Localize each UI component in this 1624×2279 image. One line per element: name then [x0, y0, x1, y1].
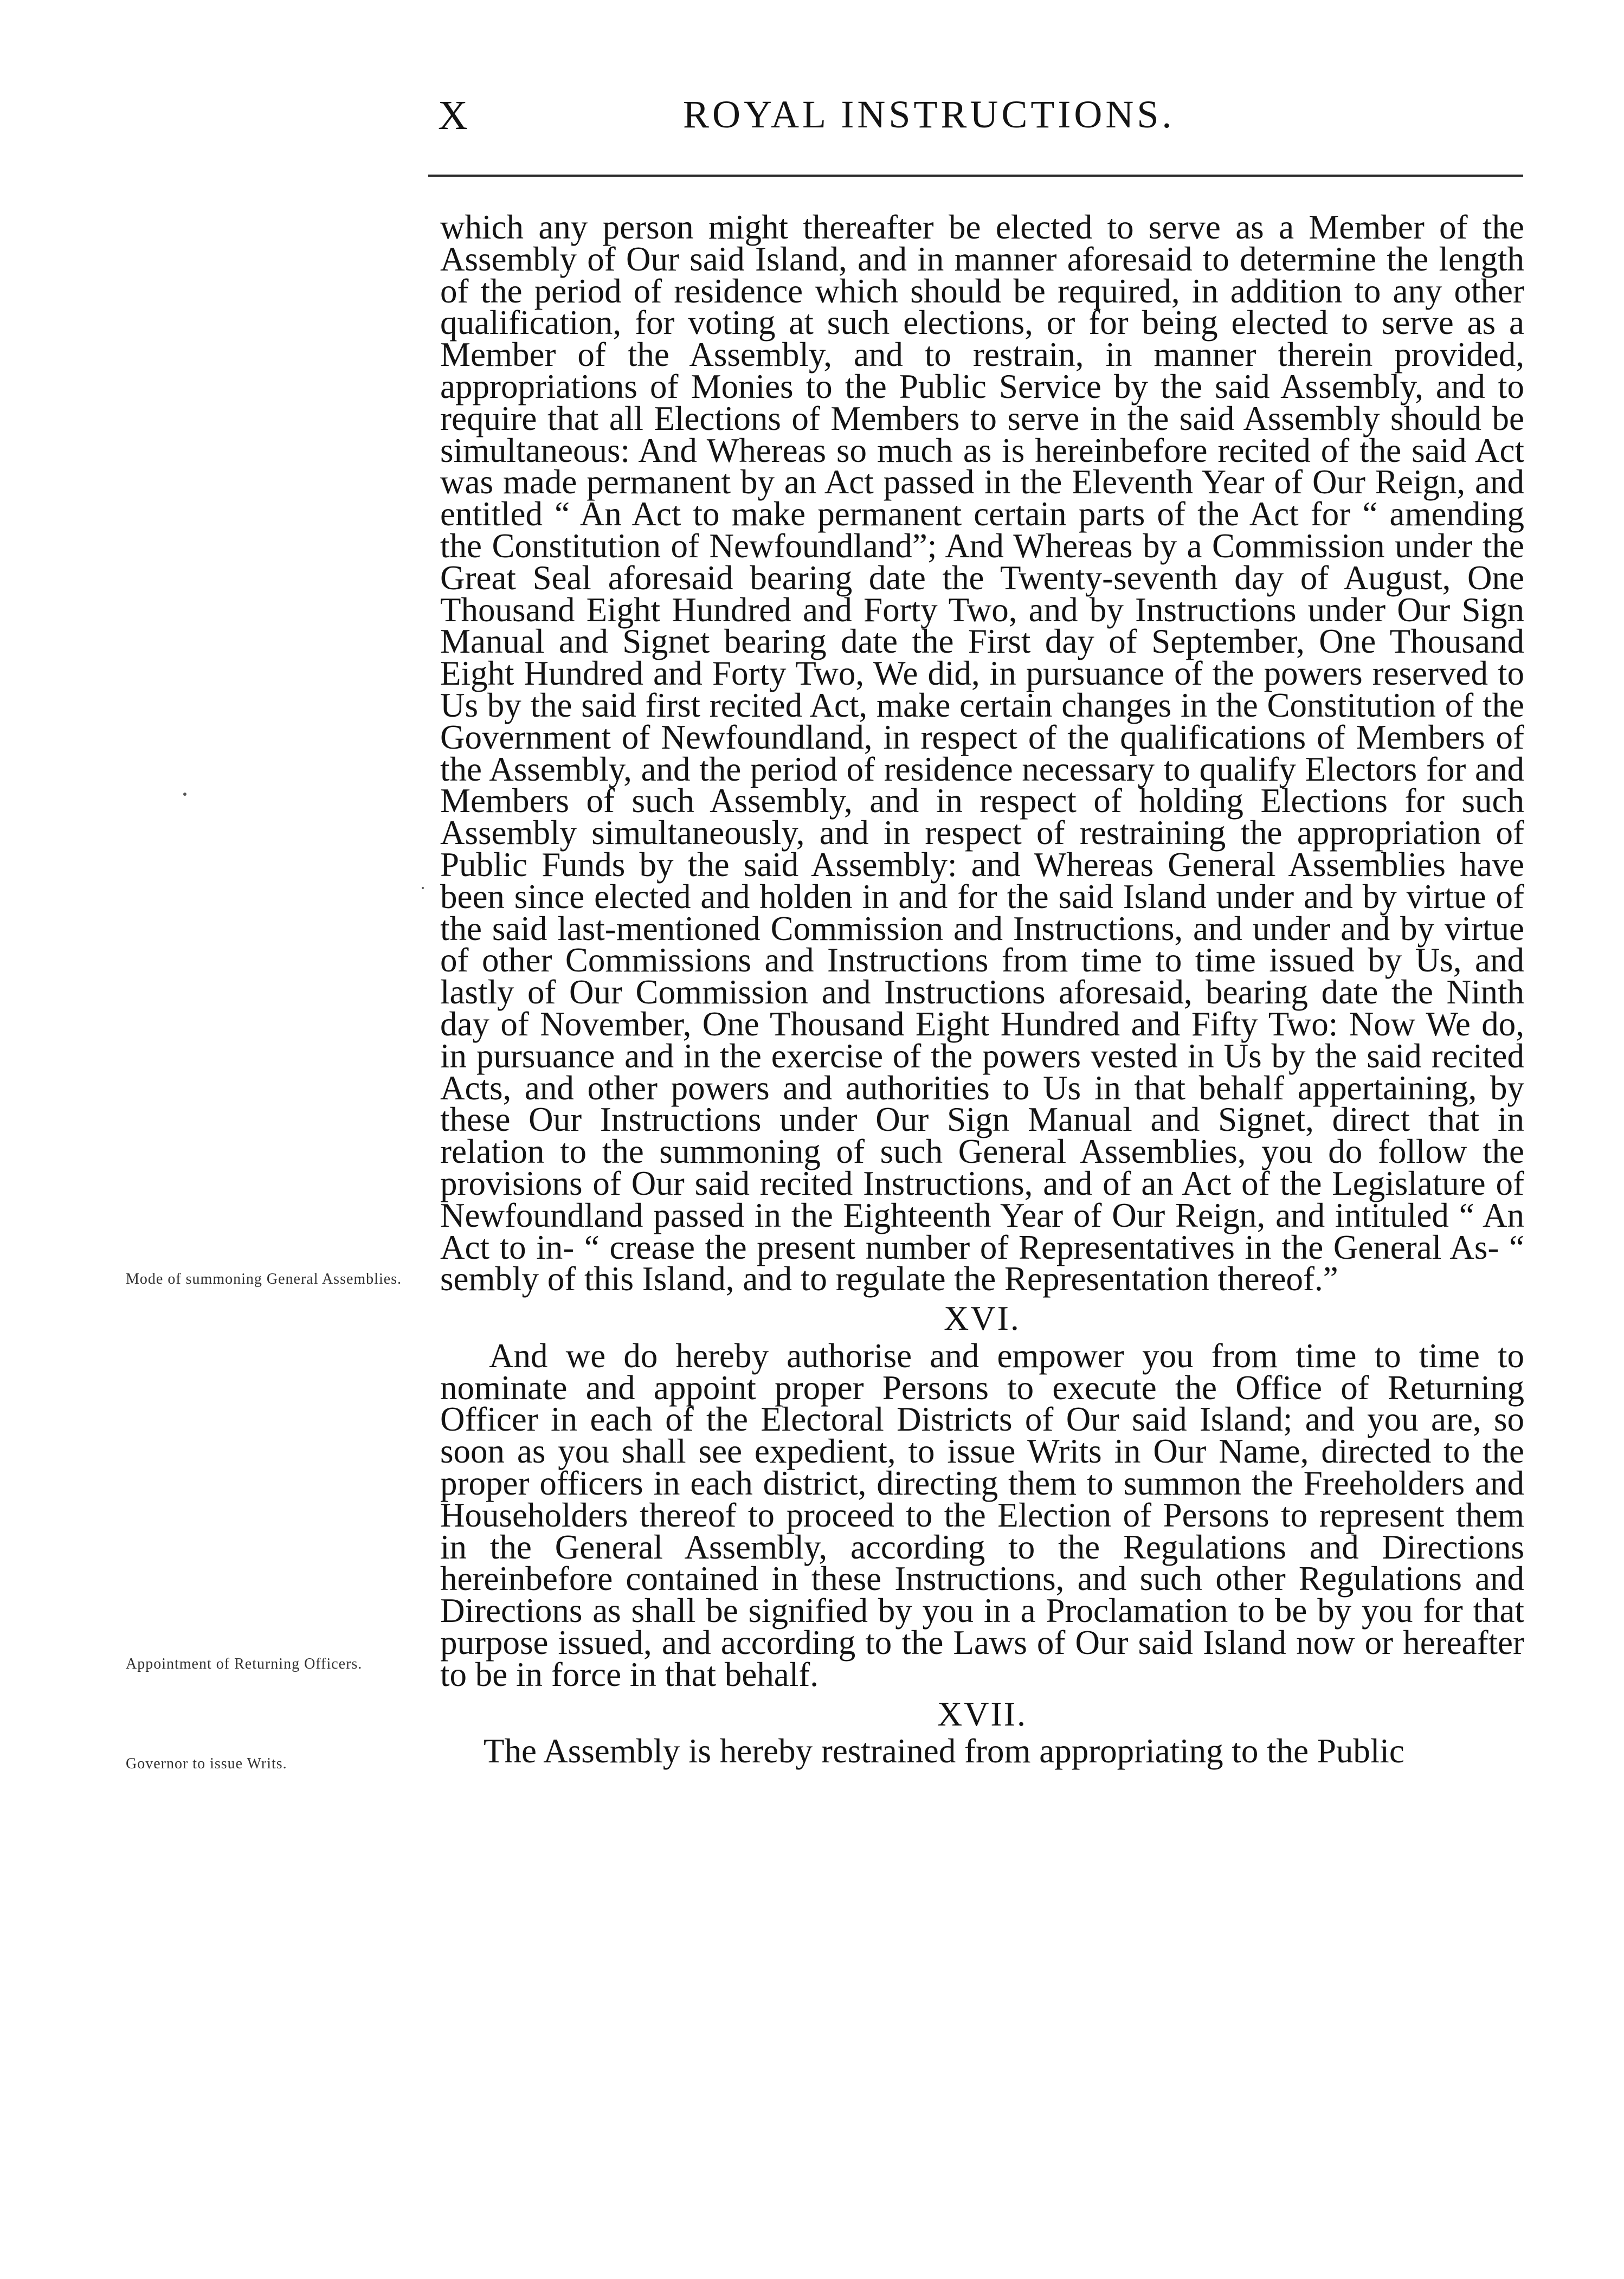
ink-speck [422, 887, 424, 889]
header-rule [428, 175, 1523, 177]
section-numeral-xvii: XVII. [937, 1694, 1028, 1733]
page-number: X [438, 93, 470, 138]
paragraph-xvi: And we do hereby authorise and empower you from time to time to nominate and appoint proper Persons to execute the Office of Returning Officer in each of the Electoral Districts of Our said Island; and you are, so soon as you shall see expedient, to issue Writs in Our Name, directed to the proper officers in each district, directing them to summon the Freeholders and Householders thereof to proceed to the Election of Persons to represent them in the General Assembly, according to the Regulations and Directions hereinbefore contained in these Instructions, and such other Regulations and Directions as shall be signified by you in a Proclamation to be by you for that purpose issued, and according to the Laws of Our said Island now or hereafter to be in force in that behalf. [440, 1336, 1524, 1694]
body-text [440, 208, 1524, 1771]
ink-speck [183, 793, 186, 796]
paragraph-xvii: The Assembly is hereby restrained from appropriating to the Public [484, 1732, 1404, 1771]
margin-note-summoning: Mode of summoning General Assemblies. [126, 1271, 402, 1287]
section-numeral-xvi: XVI. [944, 1299, 1021, 1338]
margin-note-writs: Governor to issue Writs. [126, 1755, 287, 1772]
paragraph-continued: which any person might thereafter be elected to serve as a Member of the Assembly of Our said Island, and in manner aforesaid to determine the length of the period of residence which should be required, in addition to any other qualification, for voting at such elections, or for being elected to serve as a Member of the Assembly, and to restrain, in manner therein provided, appropriations of Monies to the Public Service by the said Assembly, and to require that all Elections of Members to serve in the said Assembly should be simultaneous: And Whereas so much as is hereinbefore recited of the said Act was made permanent by an Act passed in the Eleventh Year of Our Reign, and entitled “ An Act to make permanent certain parts of the Act for “ amending the Constitution of Newfoundland”; And Whereas by a Commission under the Great Seal aforesaid bearing date the Twenty-seventh day of August, One Thousand Eight Hundred and Forty Two, and by Instructions under Our Sign Manual and Signet bearing date the First day of September, One Thousand Eight Hundred and Forty Two, We did, in pursuance of the powers reserved to Us by the said first recited Act, make certain changes in the Constitution of the Government of Newfoundland, in respect of the qualifications of Members of the Assembly, and the period of residence necessary to qualify Electors for and Members of such Assembly, and in respect of holding Elections for such Assembly simultaneously, and in respect of restraining the appropriation of Public Funds by the said Assembly: and Whereas General Assemblies have been since elected and holden in and for the said Island under and by virtue of the said last-mentioned Commission and Instructions, and under and by virtue of other Commissions and Instructions from time to time issued by Us, and lastly of Our Commission and Instructions aforesaid, bearing date the Ninth day of November, One Thousand Eight Hundred and Fifty Two: Now We do, in pursuance and in the exercise of the powers vested in Us by the said recited Acts, and other powers and authorities to Us in that behalf appertaining, by these Our Instructions under Our Sign Manual and Signet, direct that in relation to the summoning of such General Assemblies, you do follow the provisions of Our said recited Instructions, and of an Act of the Legislature of Newfoundland passed in the Eighteenth Year of Our Reign, and intituled “ An Act to in- “ crease the present number of Representatives in the General As- “ sembly of this Island, and to regulate the Representation thereof.” [440, 208, 1524, 1298]
margin-note-returning-officers: Appointment of Returning Officers. [126, 1656, 363, 1672]
page-header [434, 81, 1523, 141]
running-title: ROYAL INSTRUCTIONS. [683, 93, 1175, 136]
